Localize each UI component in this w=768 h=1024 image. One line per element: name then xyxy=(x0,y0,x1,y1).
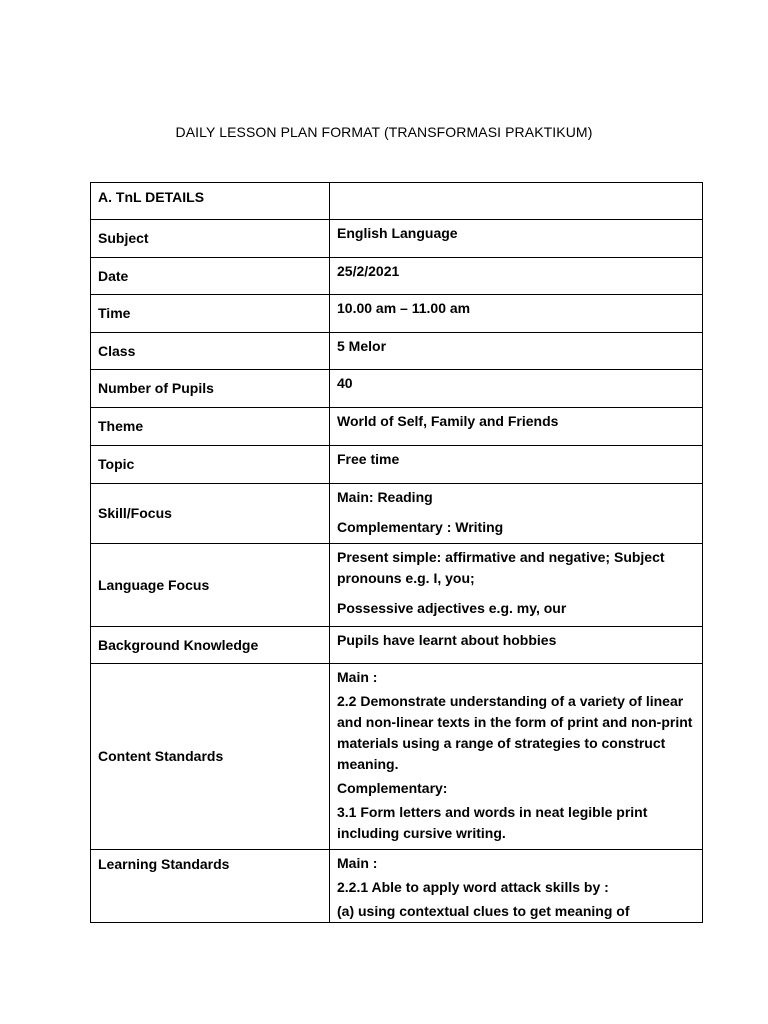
table-row-header xyxy=(91,183,703,220)
table-row-number-of-pupils xyxy=(91,370,703,408)
row-label-content-standards: Content Standards xyxy=(91,664,330,850)
value-text: Pupils have learnt about hobbies xyxy=(337,632,557,648)
value-text: World of Self, Family and Friends xyxy=(337,413,559,429)
value-text: 10.00 am – 11.00 am xyxy=(337,300,471,316)
table-row-time xyxy=(91,295,703,333)
section-heading-value xyxy=(330,183,703,220)
row-label-language-focus: Language Focus xyxy=(91,544,330,627)
value-text: Main: Reading xyxy=(337,489,433,505)
document-title: DAILY LESSON PLAN FORMAT (TRANSFORMASI PRAKTIKUM) xyxy=(175,124,593,140)
row-value-date xyxy=(330,258,703,295)
row-label-class: Class xyxy=(91,333,330,370)
row-value-background-knowledge xyxy=(330,627,703,664)
row-label-time: Time xyxy=(91,295,330,333)
table-row-language-focus xyxy=(91,544,703,627)
section-heading-tnl-details: A. TnL DETAILS xyxy=(91,183,330,220)
value-text: Free time xyxy=(337,451,400,467)
row-value-number-of-pupils xyxy=(330,370,703,408)
table-row-learning-standards xyxy=(91,850,703,923)
value-text: English Language xyxy=(337,225,458,241)
value-text: 40 xyxy=(337,375,353,391)
table-row-content-standards xyxy=(91,664,703,850)
value-text: Complementary : Writing xyxy=(337,519,504,535)
value-text: 25/2/2021 xyxy=(337,263,400,279)
value-text: Possessive adjectives e.g. my, our xyxy=(337,600,567,616)
value-text: 3.1 Form letters and words in neat legible print including cursive writing. xyxy=(337,804,648,841)
table-row-skill-focus xyxy=(91,484,703,544)
table-row-topic xyxy=(91,446,703,484)
value-text: Present simple: affirmative and negative; Subject pronouns e.g. I, you; xyxy=(337,549,665,586)
row-value-learning-standards xyxy=(330,850,703,923)
row-label-learning-standards: Learning Standards xyxy=(91,850,330,923)
row-value-language-focus xyxy=(330,544,703,627)
row-label-background-knowledge: Background Knowledge xyxy=(91,627,330,664)
table-row-subject xyxy=(91,220,703,258)
row-label-date: Date xyxy=(91,258,330,295)
row-label-theme: Theme xyxy=(91,408,330,446)
row-value-theme xyxy=(330,408,703,446)
value-text: Main : xyxy=(337,855,378,871)
value-text: Main : xyxy=(337,669,378,685)
lesson-plan-table xyxy=(90,182,703,923)
row-label-number-of-pupils: Number of Pupils xyxy=(91,370,330,408)
table-row-theme xyxy=(91,408,703,446)
table-row-class xyxy=(91,333,703,370)
value-text: Complementary: xyxy=(337,780,448,796)
row-value-subject xyxy=(330,220,703,258)
row-value-content-standards xyxy=(330,664,703,850)
value-text: 2.2 Demonstrate understanding of a variety of linear and non-linear texts in the form of print and non-print materials using a range of strategies to construct meaning. xyxy=(337,693,693,772)
value-text: 5 Melor xyxy=(337,338,387,354)
row-value-skill-focus xyxy=(330,484,703,544)
value-text: (a) using contextual clues to get meaning of xyxy=(337,903,630,919)
value-text: 2.2.1 Able to apply word attack skills by : xyxy=(337,879,609,895)
row-label-skill-focus: Skill/Focus xyxy=(91,484,330,544)
row-label-topic: Topic xyxy=(91,446,330,484)
table-row-background-knowledge xyxy=(91,627,703,664)
row-value-class xyxy=(330,333,703,370)
table-row-date xyxy=(91,258,703,295)
row-value-time xyxy=(330,295,703,333)
row-value-topic xyxy=(330,446,703,484)
row-label-subject: Subject xyxy=(91,220,330,258)
